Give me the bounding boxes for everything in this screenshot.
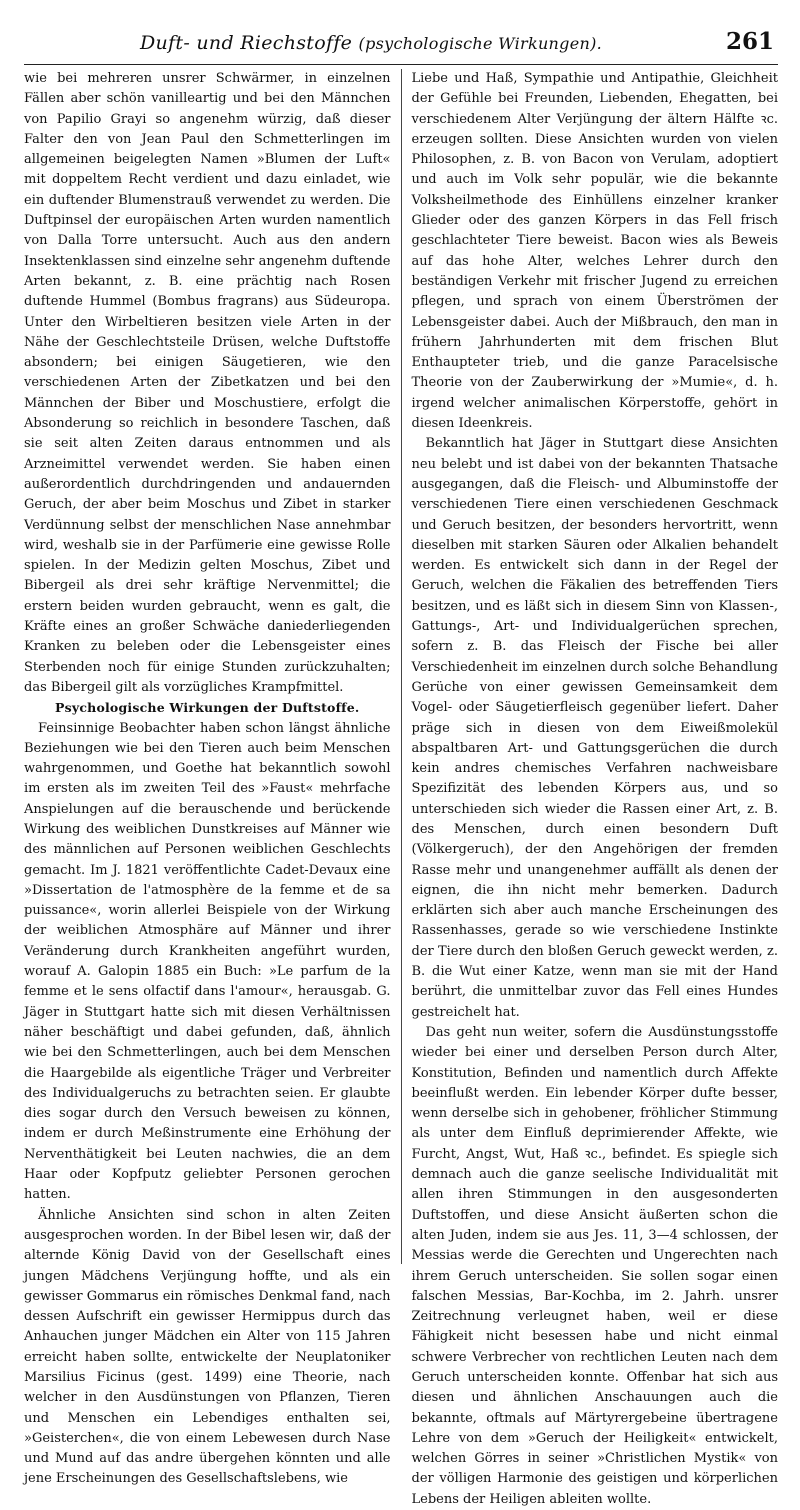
- running-head-subtitle: (psychologische Wirkungen).: [358, 34, 602, 53]
- paragraph: Feinsinnige Beobachter haben schon längst ähnliche Beziehungen wie bei den Tieren auch beim Menschen wahrgenommen, und Goethe hat bekanntlich sowohl im ersten als im zweiten Teil des »Faust« mehrfache Anspielungen auf die berauschende und berückende Wirkung des weiblichen Dunstkreises auf Männer wie des männlichen auf Personen weiblichen Geschlechts gemacht. Im J. 1821 veröffentlichte Cadet-Devaux eine »Dissertation de l'atmosphère de la femme et de sa puissance«, worin allerlei Beispiele von der Wirkung der weiblichen Atmosphäre auf Männer und ihrer Veränderung durch Krankheiten angeführt wurden, worauf A. Galopin 1885 ein Buch: »Le parfum de la femme et le sens olfactif dans l'amour«, herausgab. G. Jäger in Stuttgart hatte sich mit diesen Verhältnissen näher beschäftigt und dabei gefunden, daß, ähnlich wie bei den Schmetterlingen, auch bei dem Menschen die Haargebilde als eigentliche Träger und Verbreiter des Individualgeruchs zu betrachten seien. Er glaubte dies sogar durch den Versuch beweisen zu können, indem er durch Meßinstrumente eine Erhöhung der Nerventhätigkeit bei Leuten nachwies, die an dem Haar oder Kopfputz geliebter Personen gerochen hatten.: [24, 720, 391, 1203]
- right-column: [404, 69, 779, 1507]
- column-divider: [401, 69, 402, 1264]
- running-head-title: Duft- und Riechstoffe: [139, 32, 353, 54]
- paragraph: Bekanntlich hat Jäger in Stuttgart diese Ansichten neu belebt und ist dabei von der bekannten Thatsache ausgegangen, daß die Fleisch- und Albuminstoffe der verschiedenen Tiere einen verschiedenen Geschmack und Geruch besitzen, der besonders hervortritt, wenn dieselben mit starken Säuren oder Alkalien behandelt werden. Es entwickelt sich dann in der Regel der Geruch, welchen die Fäkalien des betreffenden Tiers besitzen, und es läßt sich in diesem Sinn von Klassen-, Gattungs-, Art- und Individualgerüchen sprechen, sofern z. B. das Fleisch der Fische bei aller Verschiedenheit im einzelnen durch solche Behandlung Gerüche von einer gewissen Gemeinsamkeit dem Vogel- oder Säugetierfleisch gegenüber liefert. Daher präge sich in diesen von dem Eiweißmolekül abspaltbaren Art- und Gattungsgerüchen die durch kein andres chemisches Verfahren nachweisbare Spezifizität des lebenden Körpers aus, und so unterschieden sich wieder die Rassen einer Art, z. B. des Menschen, durch einen besondern Duft (Völkergeruch), der den Angehörigen der fremden Rasse mehr und unangenehmer auffällt als denen der eignen, die ihn nicht mehr bemerken. Dadurch erklärten sich aber auch manche Erscheinungen des Rassenhasses, gerade so wie verschiedene Instinkte der Tiere durch den bloßen Geruch geweckt werden, z. B. die Wut einer Katze, wenn man sie mit der Hand berührt, die unmittelbar zuvor das Fell eines Hundes gestreichelt hat.: [411, 436, 778, 1020]
- page-header: [24, 24, 778, 65]
- text-columns: [24, 69, 778, 1507]
- paragraph: Das geht nun weiter, sofern die Ausdünstungsstoffe wieder bei einer und derselben Person durch Alter, Konstitution, Befinden und namentlich durch Affekte beeinflußt werden. Ein lebender Körper dufte besser, wenn derselbe sich in gehobener, fröhlicher Stimmung als unter dem Einfluß deprimierender Affekte, wie Furcht, Angst, Wut, Haß ꝛc., befindet. Es spiegle sich demnach auch die ganze seelische Individualität mit allen ihren Stimmungen in den ausgesonderten Duftstoffen, und diese Ansicht äußerten schon die alten Juden, indem sie aus Jes. 11, 3—4 schlossen, der Messias werde die Gerechten und Ungerechten nach ihrem Geruch unterscheiden. Sie sollen sogar einen falschen Messias, Bar-Kochba, im 2. Jahrh. unsrer Zeitrechnung verleugnet haben, weil er diese Fähigkeit nicht besessen habe und nicht einmal schwere Verbrecher von rechtlichen Leuten nach dem Geruch unterscheiden konnte. Offenbar hat sich aus diesen und ähnlichen Anschauungen auch die bekannte, oftmals auf Märtyrergebeine übertragene Lehre von dem »Geruch der Heiligkeit« entwickelt, welchen Görres in seiner »Christlichen Mystik« von der völligen Harmonie des geistigen und körperlichen Lebens der Heiligen ableiten wollte.: [411, 1024, 778, 1507]
- paragraph: Liebe und Haß, Sympathie und Antipathie, Gleichheit der Gefühle bei Freunden, Liebenden, Ehegatten, bei verschiedenem Alter Verjüngung der ältern Hälfte ꝛc. erzeugen sollten. Diese Ansichten wurden von vielen Philosophen, z. B. von Bacon von Verulam, adoptiert und auch im Volk sehr populär, wie die bekannte Volksheilmethode des Einhüllens einzelner kranker Glieder oder des ganzen Körpers in das Fell frisch geschlachteter Tiere beweist. Bacon wies als Beweis auf das hohe Alter, welches Lehrer durch den beständigen Verkehr mit frischer Jugend zu erreichen pflegen, und sprach von einem Überströmen der Lebensgeister dabei. Auch der Mißbrauch, den man in frühern Jahrhunderten mit dem frischen Blut Enthaupteter trieb, und die ganze Paracelsische Theorie von der Zauberwirkung der »Mumie«, d. h. irgend welcher animalischen Körperstoffe, gehört in diesen Ideenkreis.: [411, 71, 778, 432]
- running-head: [24, 32, 718, 54]
- section-heading: Psychologische Wirkungen der Duftstoffe.: [55, 700, 360, 716]
- paragraph: wie bei mehreren unsrer Schwärmer, in einzelnen Fällen aber schön vanilleartig und bei den Männchen von Papilio Grayi so angenehm würzig, daß dieser Falter den von Jean Paul den Schmetterlingen im allgemeinen beigelegten Namen »Blumen der Luft« mit doppeltem Recht verdient und dazu einladet, wie ein duftender Blumenstrauß verwendet zu werden. Die Duftpinsel der europäischen Arten wurden namentlich von Dalla Torre untersucht. Auch aus den andern Insektenklassen sind einzelne sehr angenehm duftende Arten bekannt, z. B. eine prächtig nach Rosen duftende Hummel (Bombus fragrans) aus Südeuropa. Unter den Wirbeltieren besitzen viele Arten in der Nähe der Geschlechtsteile Drüsen, welche Duftstoffe absondern; bei einigen Säugetieren, wie den verschiedenen Arten der Zibetkatzen und bei den Männchen der Biber und Moschustiere, erfolgt die Absonderung so reichlich in besondere Taschen, daß sie seit alten Zeiten daraus entnommen und als Arzneimittel verwendet werden. Sie haben einen außerordentlich durchdringenden und andauernden Geruch, der aber beim Moschus und Zibet in starker Verdünnung selbst der menschlichen Nase annehmbar wird, weshalb sie in der Parfümerie eine gewisse Rolle spielen. In der Medizin gelten Moschus, Zibet und Bibergeil als drei sehr kräftige Nervenmittel; die erstern beiden wurden gebraucht, wenn es galt, die Kräfte eines an großer Schwäche daniederliegenden Kranken zu beleben oder die Lebensgeister eines Sterbenden noch für einige Stunden zurückzuhalten; das Bibergeil gilt als vorzügliches Krampfmittel.: [24, 71, 391, 695]
- left-column: [24, 69, 399, 1487]
- page-number: 261: [725, 28, 774, 55]
- paragraph: Ähnliche Ansichten sind schon in alten Zeiten ausgesprochen worden. In der Bibel lesen wir, daß der alternde König David von der Gesellschaft eines jungen Mädchens Verjüngung hoffte, und als ein gewisser Gommarus ein römisches Denkmal fand, nach dessen Aufschrift ein gewisser Hermippus durch das Anhauchen junger Mädchen ein Alter von 115 Jahren erreicht haben sollte, entwickelte der Neuplatoniker Marsilius Ficinus (gest. 1499) eine Theorie, nach welcher in den Ausdünstungen von Pflanzen, Tieren und Menschen ein Lebendiges enthalten sei, »Geisterchen«, die von einem Lebewesen durch Nase und Mund auf das andre übergehen könnten und alle jene Erscheinungen des Gesellschaftslebens, wie: [24, 1207, 391, 1487]
